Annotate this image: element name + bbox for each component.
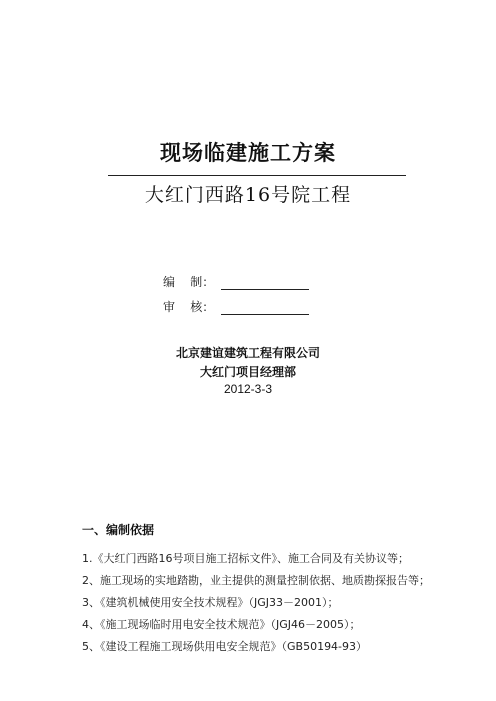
list-item: 1.《大红门西路16号项目施工招标文件》、施工合同及有关协议等；: [82, 552, 409, 565]
title-divider: [108, 175, 406, 176]
list-item: 2、施工现场的实地踏勘，业主提供的测量控制依据、地质勘探报告等；: [82, 574, 430, 587]
department-name: 大红门项目经理部: [199, 365, 296, 379]
basis-list: [82, 548, 430, 658]
reviewer-label: 审 核：: [163, 300, 215, 314]
project-subtitle: 大红门西路16号院工程: [144, 184, 352, 206]
section-heading: 一、编制依据: [82, 523, 155, 537]
document-title: 现场临建施工方案: [160, 141, 336, 165]
compiler-signature-row: [163, 272, 309, 290]
reviewer-signature-row: [163, 297, 309, 315]
list-item: 5、《建设工程施工现场供用电安全规范》（GB50194-93）: [82, 640, 368, 653]
document-date: 2012-3-3: [223, 382, 273, 396]
compiler-label: 编 制：: [163, 275, 215, 289]
compiler-signature-line: [221, 275, 309, 290]
reviewer-signature-line: [221, 300, 309, 315]
company-name: 北京建谊建筑工程有限公司: [175, 346, 320, 360]
list-item: 4、《施工现场临时用电安全技术规范》（JGJ46－2005）；: [82, 618, 361, 631]
list-item: 3、《建筑机械使用安全技术规程》（JGJ33－2001）；: [82, 596, 339, 609]
